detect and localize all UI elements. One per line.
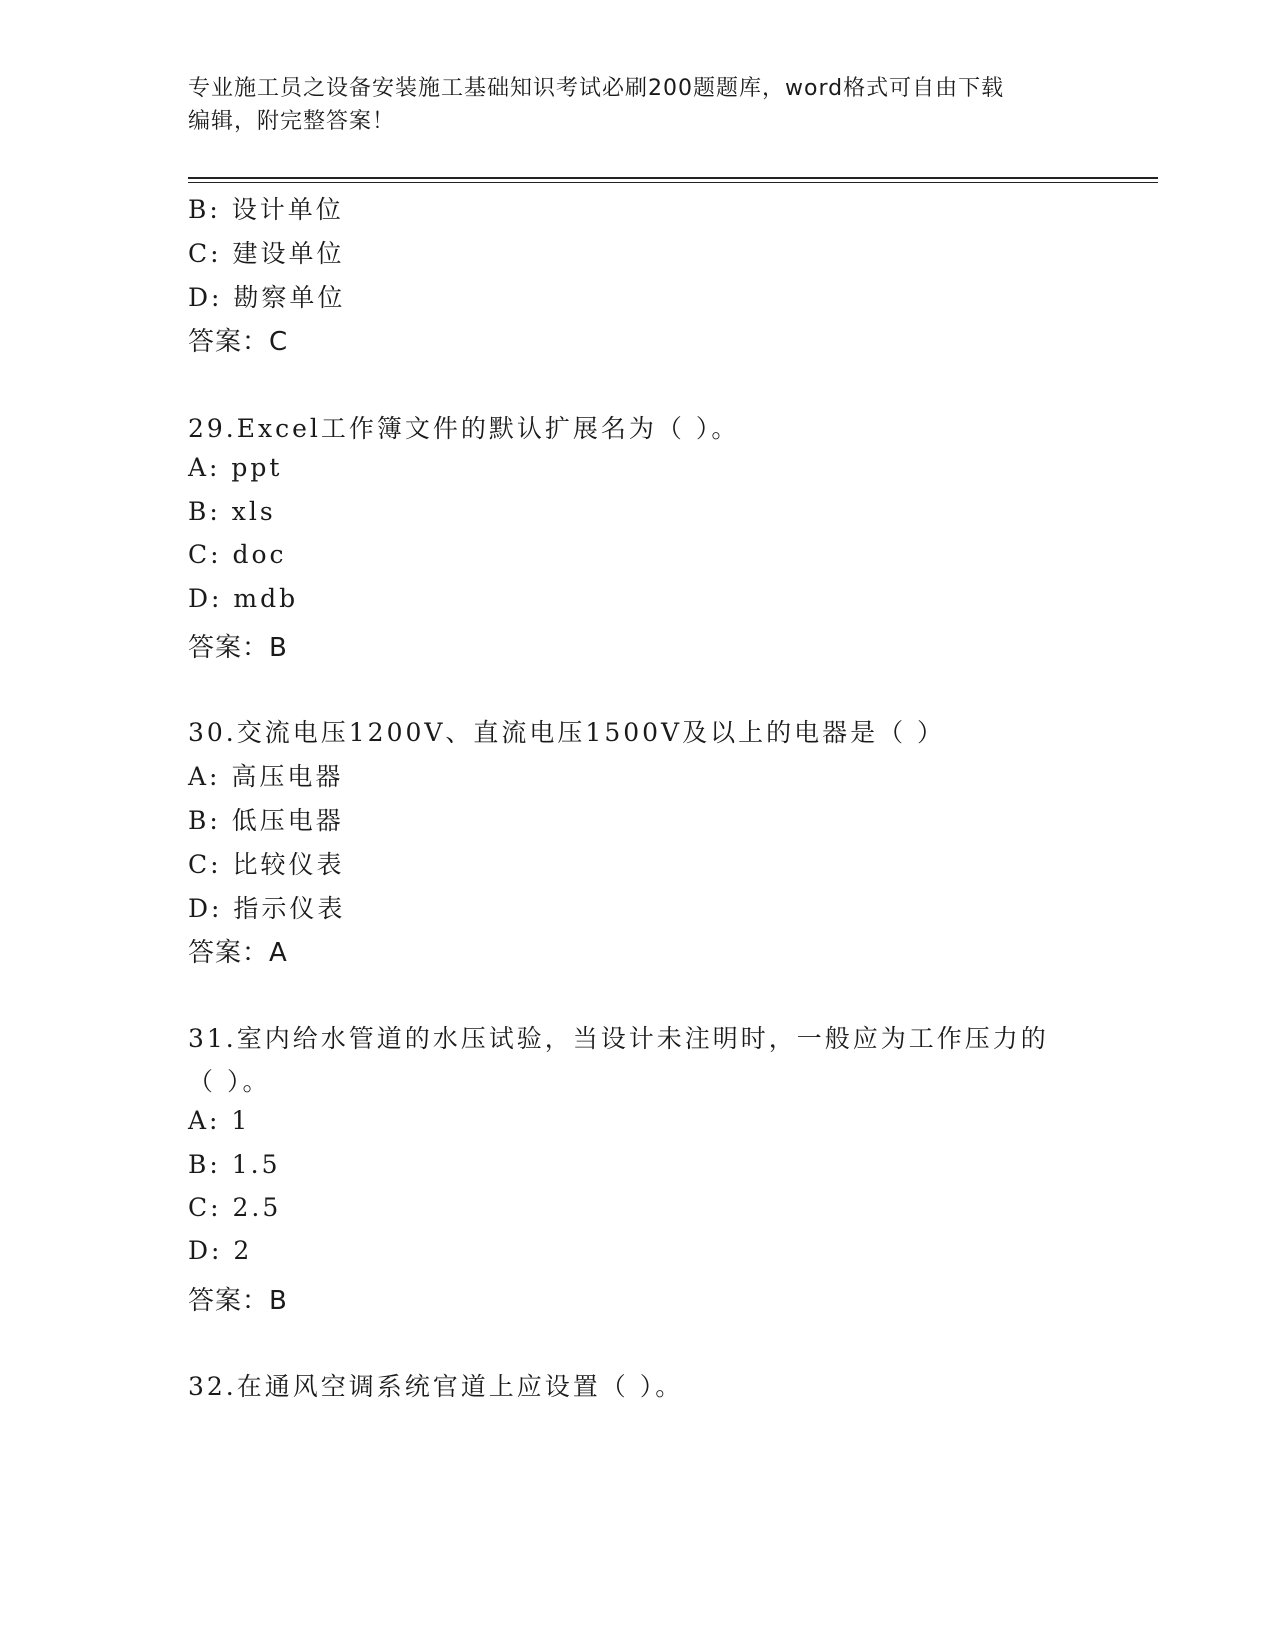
q29-option-c: C: doc (188, 540, 287, 569)
q28-option-d: D: 勘察单位 (188, 283, 346, 312)
q31-option-b: B: 1.5 (188, 1150, 281, 1179)
header-title-line-1: 专业施工员之设备安装施工基础知识考试必刷200题题库，word格式可自由下载 (188, 76, 1005, 101)
q31-question-line-1: 31.室内给水管道的水压试验，当设计未注明时，一般应为工作压力的 (188, 1024, 1049, 1053)
q30-option-a: A: 高压电器 (188, 762, 344, 791)
q31-option-d: D: 2 (188, 1236, 253, 1265)
q28-answer: 答案：C (188, 327, 289, 357)
q30-option-b: B: 低压电器 (188, 806, 344, 835)
q31-question-line-2: （ ）。 (188, 1067, 271, 1096)
q30-answer: 答案：A (188, 938, 288, 968)
header-divider-thick (188, 177, 1158, 179)
header-title-line-2: 编辑，附完整答案！ (188, 109, 396, 134)
q30-question: 30.交流电压1200V、直流电压1500V及以上的电器是（ ） (188, 718, 946, 747)
q29-question: 29.Excel工作簿文件的默认扩展名为（ ）。 (188, 414, 740, 443)
document-header (188, 72, 1088, 138)
header-divider-thin (188, 182, 1158, 183)
q30-option-c: C: 比较仪表 (188, 850, 345, 879)
q29-option-a: A: ppt (188, 453, 283, 482)
q29-answer: 答案：B (188, 633, 288, 663)
q28-option-c: C: 建设单位 (188, 239, 345, 268)
q31-answer: 答案：B (188, 1286, 288, 1316)
q29-option-b: B: xls (188, 497, 276, 526)
q29-option-d: D: mdb (188, 584, 299, 613)
q32-question: 32.在通风空调系统官道上应设置（ ）。 (188, 1372, 684, 1401)
q31-option-a: A: 1 (188, 1106, 251, 1135)
q28-option-b: B: 设计单位 (188, 195, 344, 224)
q30-option-d: D: 指示仪表 (188, 894, 346, 923)
q31-option-c: C: 2.5 (188, 1193, 282, 1222)
